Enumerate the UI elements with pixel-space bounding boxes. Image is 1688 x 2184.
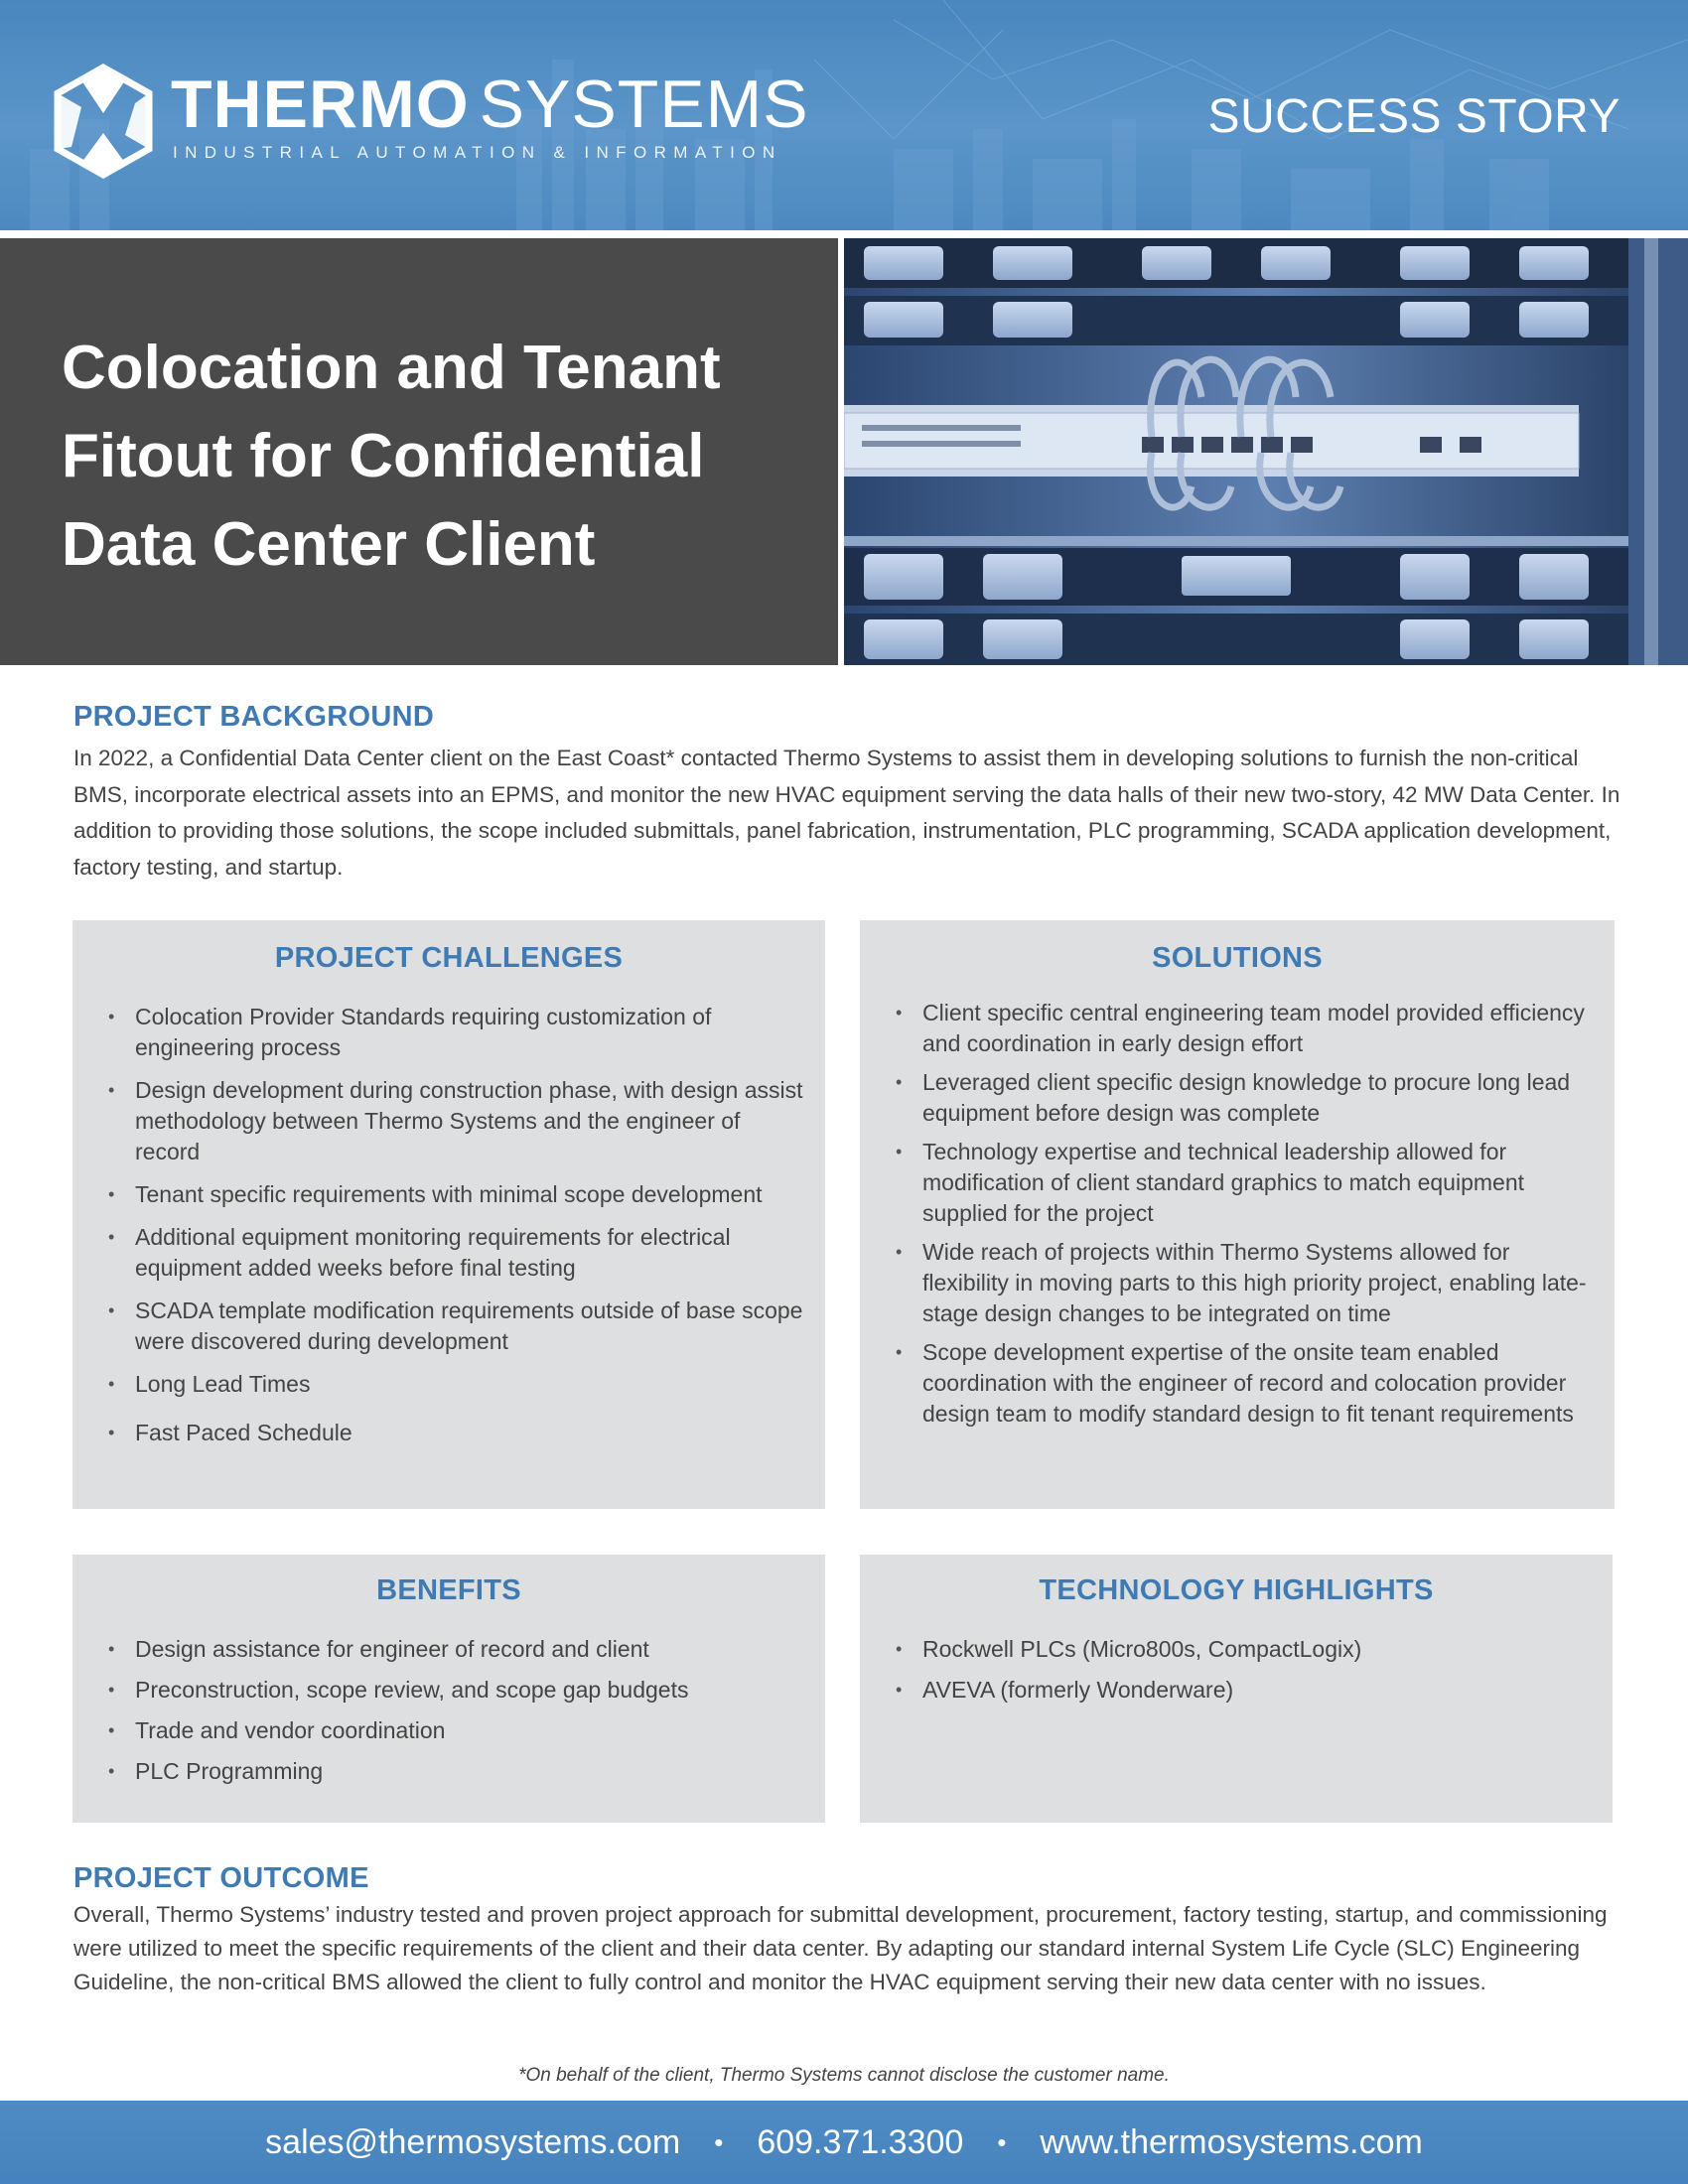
brand-name-bold: THERMO [171,67,470,142]
list-item: • Design assistance for engineer of record and client [72,1634,807,1665]
list-item: • Additional equipment monitoring requirements for electrical equipment added weeks before final testing [72,1222,807,1284]
list-item: • Rockwell PLCs (Micro800s, CompactLogix) [860,1634,1595,1665]
list-item: • Fast Paced Schedule [72,1418,807,1448]
server-rack-illustration [844,238,1688,665]
email-link[interactable]: sales@thermosystems.com [265,2122,681,2161]
phone-link[interactable]: 609.371.3300 [757,2122,964,2161]
website-link[interactable]: www.thermosystems.com [1040,2122,1423,2161]
brand-wordmark [171,66,809,143]
list-item: • Trade and vendor coordination [72,1715,807,1746]
header-banner [0,0,1688,230]
page-title: Colocation and Tenant Fitout for Confidential Data Center Client [62,334,721,579]
background-heading: PROJECT BACKGROUND [73,701,435,733]
outcome-heading: PROJECT OUTCOME [73,1862,369,1894]
hero-title-panel [0,238,838,665]
list-item: • Preconstruction, scope review, and scope gap budgets [72,1675,807,1706]
footer-separator: • [714,2126,724,2157]
footer-separator: • [997,2126,1007,2157]
technology-heading: TECHNOLOGY HIGHLIGHTS [1039,1574,1434,1606]
list-item: • Tenant specific requirements with minimal scope development [72,1179,807,1210]
brand-name-light: SYSTEMS [479,67,809,142]
brand-tagline: INDUSTRIAL AUTOMATION & INFORMATION [173,143,782,162]
challenges-box [72,920,825,1509]
list-item: • AVEVA (formerly Wonderware) [860,1675,1595,1706]
list-item: • PLC Programming [72,1756,807,1787]
list-item: • SCADA template modification requirements outside of base scope were discovered during development [72,1296,807,1357]
solutions-list [860,998,1597,1430]
outcome-text: Overall, Thermo Systems’ industry tested and proven project approach for submittal development, procurement, factory testing, startup, and commissioning were utilized to meet the specific requirements of the client and their data center. By adapting our standard internal System Life Cycle (SLC) Engineering Guideline, the non-critical BMS allowed the client to fully control and monitor the HVAC equipment serving their new data center with no issues. [73,1902,1608,1994]
list-item: • Long Lead Times [72,1369,807,1400]
thermo-systems-logo-icon [52,64,155,179]
list-item: • Leveraged client specific design knowledge to procure long lead equipment before design was complete [860,1067,1597,1129]
benefits-list [72,1634,807,1787]
technology-box [860,1555,1613,1823]
challenges-heading: PROJECT CHALLENGES [274,942,624,974]
list-item: • Technology expertise and technical leadership allowed for modification of client standard graphics to match equipment supplied for the project [860,1137,1597,1229]
list-item: • Design development during construction phase, with design assist methodology between Thermo Systems and the engineer of record [72,1075,807,1167]
list-item: • Client specific central engineering team model provided efficiency and coordination in early design effort [860,998,1597,1059]
background-text: In 2022, a Confidential Data Center client on the East Coast* contacted Thermo Systems to assist them in developing solutions to furnish the non-critical BMS, incorporate electrical assets into an EPMS, and monitor the new HVAC equipment serving the data halls of their new two-story, 42 MW Data Center. In addition to providing those solutions, the scope included submittals, panel fabrication, instrumentation, PLC programming, SCADA application development, factory testing, and startup. [73,746,1620,880]
challenges-list [72,1002,807,1448]
solutions-heading: SOLUTIONS [1152,942,1323,974]
solutions-box [860,920,1615,1509]
list-item: • Colocation Provider Standards requiring customization of engineering process [72,1002,807,1063]
server-rack-photo [844,238,1688,665]
disclosure-footnote: *On behalf of the client, Thermo Systems cannot disclose the customer name. [518,2065,1170,2086]
benefits-box [72,1555,825,1823]
benefits-heading: BENEFITS [376,1574,521,1606]
list-item: • Scope development expertise of the onsite team enabled coordination with the engineer of record and colocation provider design team to modify standard design to fit tenant requirements [860,1337,1597,1430]
header-divider [0,230,1688,238]
technology-list [860,1634,1595,1706]
list-item: • Wide reach of projects within Thermo Systems allowed for flexibility in moving parts to this high priority project, enabling late-stage design changes to be integrated on time [860,1237,1597,1329]
document-type-label: SUCCESS STORY [1207,90,1620,143]
contact-footer [0,2101,1688,2184]
